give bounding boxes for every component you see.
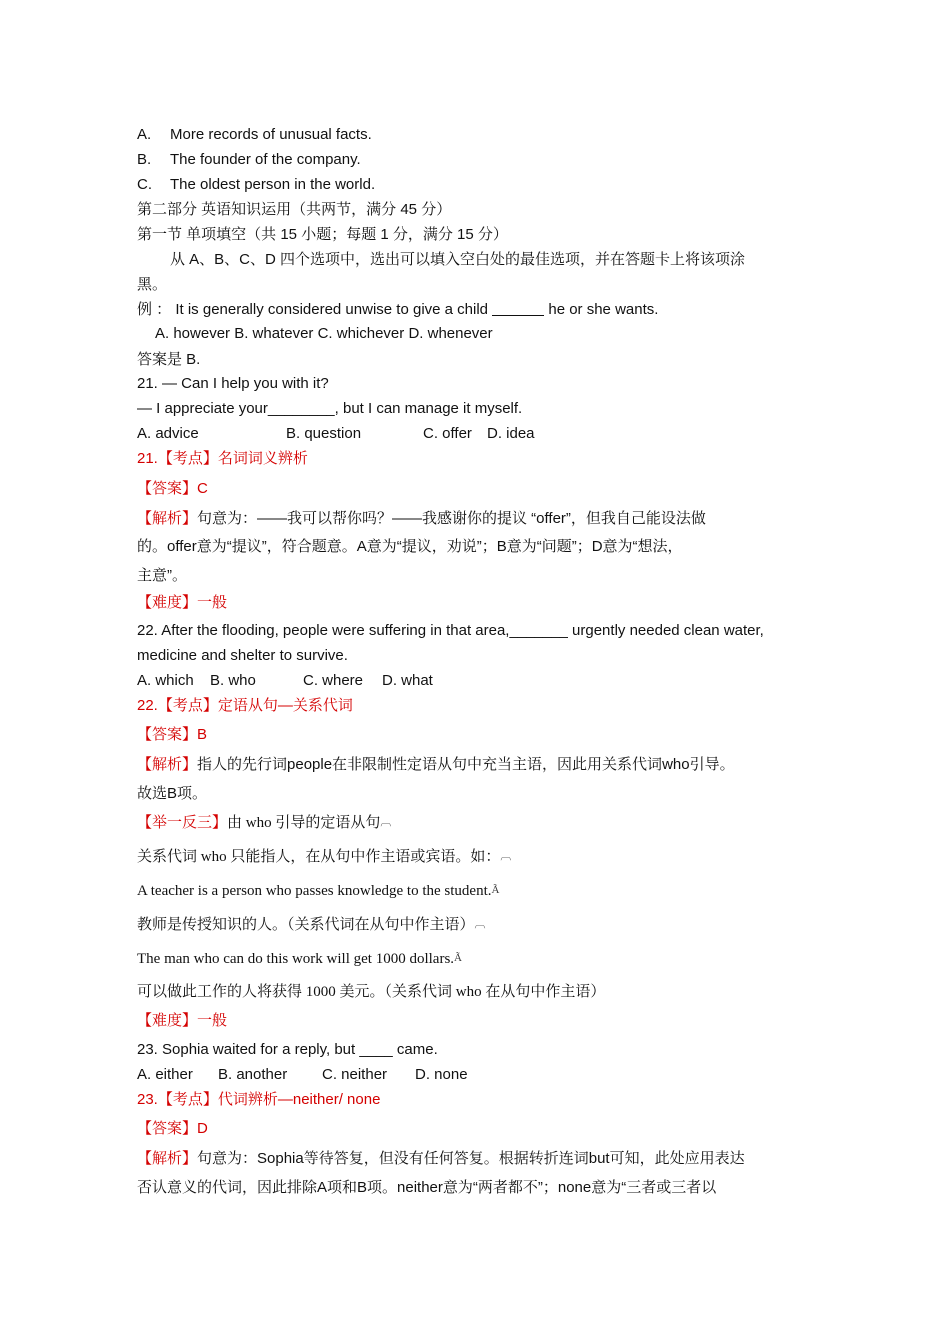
q21-jiexi-3: 主意”。 — [137, 567, 187, 584]
example-sentence: 例 ： It is generally considered unwise to give a child he or she wants. — [137, 301, 659, 318]
q21-answer: 【答案】C — [137, 480, 208, 497]
instruction-line-1: 从 A、B、C、D 四个选项中，选出可以填入空白处的最佳选项，并在答题卡上将该项涂 — [170, 251, 746, 268]
q22-jiexi-1: 【解析】指人的先行词people在非限制性定语从句中充当主语，因此用关系代词who引导。 — [137, 756, 735, 773]
q23-jiexi-1: 【解析】句意为：Sophia等待答复，但没有任何答复。根据转折连词but可知，此处应用表达 — [137, 1150, 745, 1167]
example-blank — [492, 301, 544, 316]
q21-options: A. advice B. question C. offer D. idea — [137, 425, 535, 442]
prev-option-b: B. The founder of the company. — [137, 151, 361, 168]
q22-example-5: 可以做此工作的人将获得 1000 美元。（关系代词 who 在从句中作主语） — [137, 984, 606, 1000]
q22-line-1: 22. After the flooding, people were suffering in that area,_______ urgently needed clean water, — [137, 622, 764, 639]
section1-title: 第一节 单项填空（共 15 小题；每题 1 分，满分 15 分） — [137, 226, 508, 243]
example-answer: 答案是 B. — [137, 351, 201, 368]
garbled-mark-icon: Ã — [491, 884, 500, 896]
q23-line-1: 23. Sophia waited for a reply, but ____ came. — [137, 1041, 438, 1058]
q21-line-2: — I appreciate your________, but I can manage it myself. — [137, 400, 523, 417]
q22-options: A. which B. who C. where D. what — [137, 672, 433, 689]
q21-jiexi-2: 的。offer意为“提议”，符合题意。A意为“提议，劝说”；B意为“问题”；D意为“想法， — [137, 538, 683, 555]
paragraph-mark-icon: ︹ — [474, 918, 486, 930]
paragraph-mark-icon: ︹ — [380, 816, 392, 828]
prev-option-c: C. The oldest person in the world. — [137, 176, 376, 193]
example-options: A. however B. whatever C. whichever D. whenever — [155, 325, 493, 342]
q22-example-3: 教师是传授知识的人。（关系代词在从句中作主语）︹ — [137, 914, 486, 935]
q21-nandu: 【难度】一般 — [137, 594, 228, 611]
prev-option-a: A. More records of unusual facts. — [137, 126, 372, 143]
q22-example-2: A teacher is a person who passes knowledge to the student.Ã — [137, 880, 499, 901]
q21-kaodian: 21.【考点】名词词义辨析 — [137, 450, 308, 467]
q22-line-2: medicine and shelter to survive. — [137, 647, 348, 664]
q22-example-1: 关系代词 who 只能指人，在从句中作主语或宾语。如：︹ — [137, 846, 511, 867]
q23-kaodian: 23.【考点】代词辨析—neither/ none — [137, 1091, 381, 1108]
q21-line-1: 21. — Can I help you with it? — [137, 375, 329, 392]
garbled-mark-icon: Ã — [454, 952, 462, 964]
q22-answer: 【答案】B — [137, 726, 208, 743]
paragraph-mark-icon: ︹ — [500, 850, 512, 862]
q22-juyi: 【举一反三】由 who 引导的定语从句︹ — [137, 814, 392, 831]
q22-nandu: 【难度】一般 — [137, 1012, 228, 1029]
instruction-line-2: 黑。 — [137, 276, 168, 293]
q23-answer: 【答案】D — [137, 1120, 208, 1137]
q22-kaodian: 22.【考点】定语从句—关系代词 — [137, 697, 353, 714]
q23-jiexi-2: 否认意义的代词，因此排除A项和B项。neither意为“两者都不”；none意为“三者或三者以 — [137, 1179, 717, 1196]
q21-jiexi-1: 【解析】句意为：——我可以帮你吗？——我感谢你的提议 “offer”，但我自己能设法做 — [137, 510, 706, 527]
q22-jiexi-2: 故选B项。 — [137, 785, 208, 802]
q23-options: A. either B. another C. neither D. none — [137, 1066, 468, 1083]
q22-example-4: The man who can do this work will get 1000 dollars.Ã — [137, 948, 462, 969]
part2-title: 第二部分 英语知识运用（共两节，满分 45 分） — [137, 201, 452, 218]
